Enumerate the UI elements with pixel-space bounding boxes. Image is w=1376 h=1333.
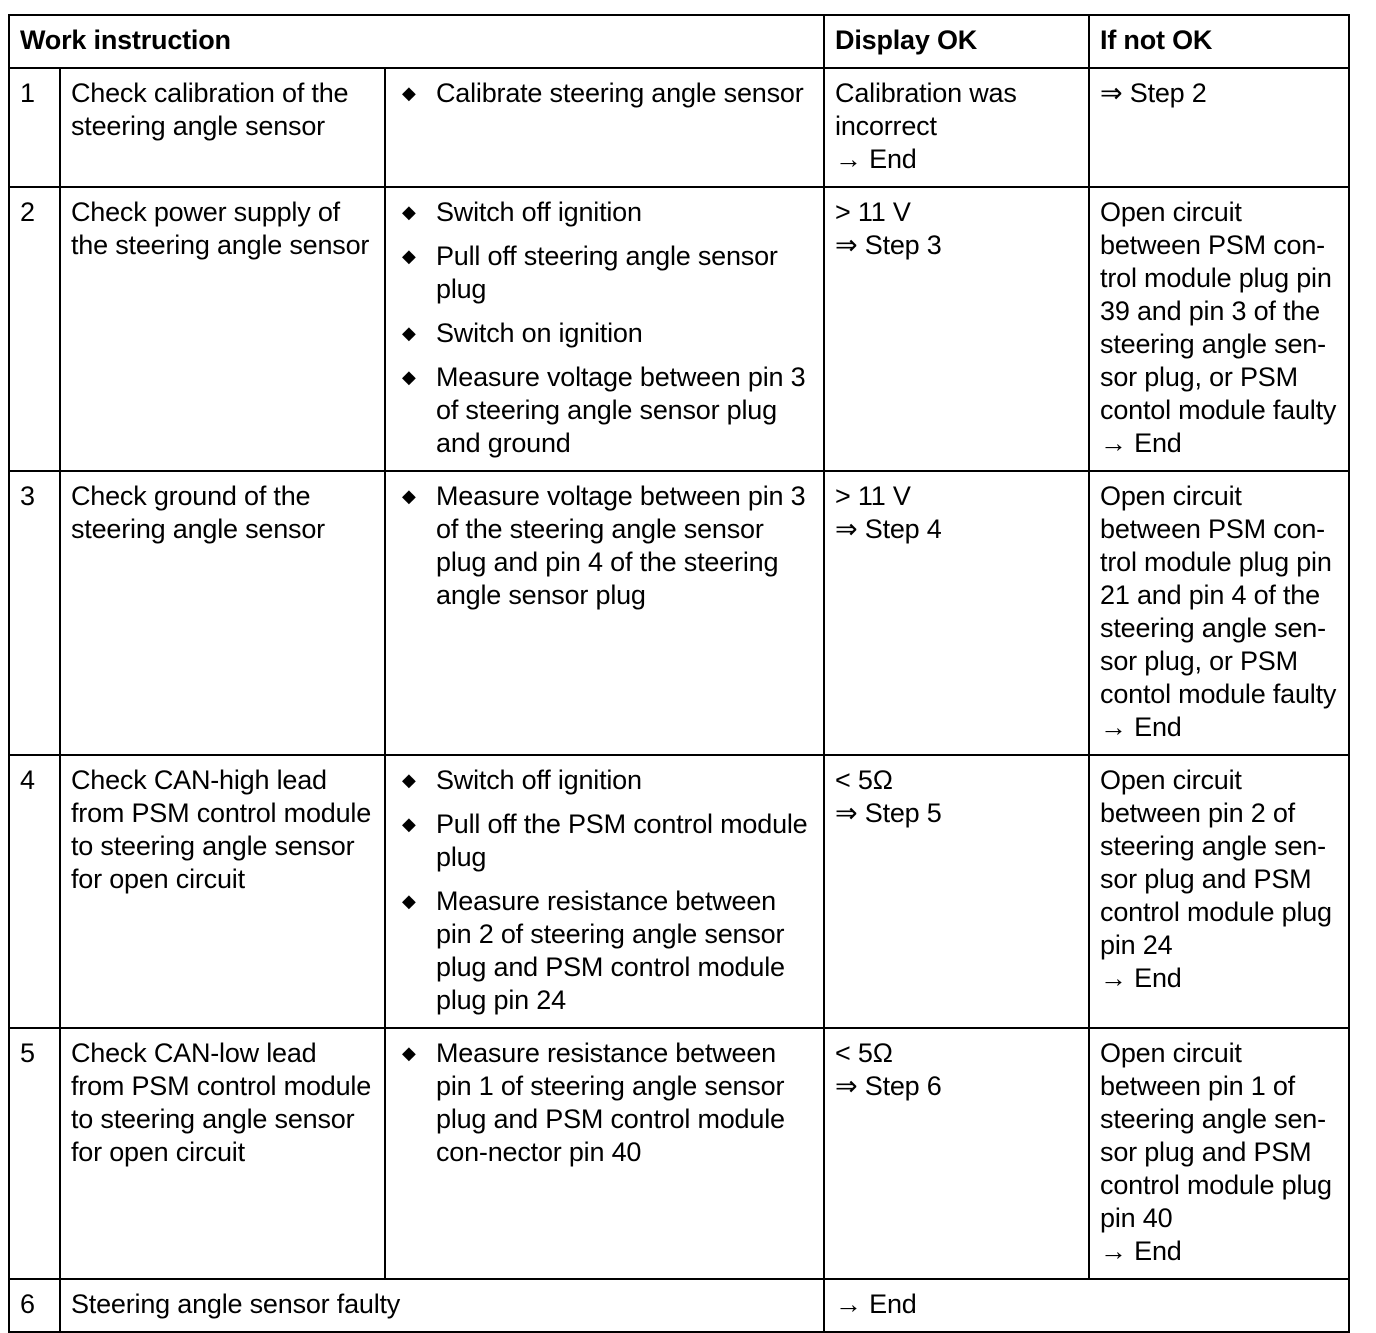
step-actions [385, 471, 824, 755]
step-display-ok [824, 1028, 1089, 1279]
if-not-ok-line: → End [1100, 1236, 1182, 1266]
if-not-ok-line: → End [1100, 712, 1182, 742]
final-step-text: Steering angle sensor faulty [60, 1279, 824, 1332]
display-ok-line: < 5Ω [835, 1038, 893, 1068]
action-item [396, 808, 813, 874]
action-item [396, 764, 813, 797]
step-number: 2 [9, 187, 60, 471]
step-number: 4 [9, 755, 60, 1028]
action-text: Pull off steering angle sensor plug [436, 241, 778, 304]
display-ok-line: ⇒ Step 6 [835, 1071, 942, 1101]
work-instruction-table [8, 14, 1350, 1333]
if-not-ok-line: → End [1100, 963, 1182, 993]
diamond-bullet-icon: ◆ [402, 323, 416, 343]
step-if-not-ok [1089, 187, 1349, 471]
action-list [396, 764, 813, 1017]
action-list [396, 77, 813, 110]
diamond-bullet-icon: ◆ [402, 246, 416, 266]
diamond-bullet-icon: ◆ [402, 83, 416, 103]
action-item [396, 480, 813, 612]
display-ok-line: → End [835, 144, 917, 174]
action-item [396, 240, 813, 306]
diamond-bullet-icon: ◆ [402, 814, 416, 834]
action-text: Switch on ignition [436, 318, 643, 348]
display-ok-line: ⇒ Step 4 [835, 514, 942, 544]
step-actions [385, 68, 824, 187]
action-item [396, 361, 813, 460]
action-text: Measure resistance between pin 1 of steering angle sensor plug and PSM control module con-nector pin 40 [436, 1038, 785, 1167]
step-if-not-ok [1089, 1028, 1349, 1279]
if-not-ok-line: ⇒ Step 2 [1100, 78, 1207, 108]
action-item [396, 196, 813, 229]
display-ok-line: < 5Ω [835, 765, 893, 795]
action-item [396, 1037, 813, 1169]
display-ok-line: > 11 V [835, 481, 911, 511]
header-if-not-ok: If not OK [1089, 15, 1349, 68]
header-display-ok: Display OK [824, 15, 1089, 68]
header-work-instruction: Work instruction [9, 15, 824, 68]
diamond-bullet-icon: ◆ [402, 891, 416, 911]
action-text: Pull off the PSM control module plug [436, 809, 808, 872]
diamond-bullet-icon: ◆ [402, 486, 416, 506]
work-instruction-document [8, 14, 1348, 1333]
action-list [396, 480, 813, 612]
if-not-ok-line: Open circuit between pin 1 of steering angle sen-sor plug and PSM control module plug pin 40 [1100, 1038, 1332, 1233]
step-if-not-ok [1089, 471, 1349, 755]
action-text: Switch off ignition [436, 765, 642, 795]
table-header-row [9, 15, 1349, 68]
table-row-step-5 [9, 1028, 1349, 1279]
step-if-not-ok [1089, 68, 1349, 187]
final-step-result: → End [824, 1279, 1349, 1332]
step-number: 5 [9, 1028, 60, 1279]
step-check-description: Check CAN-high lead from PSM control module to steering angle sensor for open circuit [60, 755, 385, 1028]
step-number: 6 [9, 1279, 60, 1332]
action-list [396, 1037, 813, 1169]
table-row-step-3 [9, 471, 1349, 755]
action-item [396, 317, 813, 350]
step-display-ok [824, 187, 1089, 471]
table-row-step-2 [9, 187, 1349, 471]
action-text: Measure voltage between pin 3 of steering angle sensor plug and ground [436, 362, 806, 458]
step-actions [385, 755, 824, 1028]
if-not-ok-line: Open circuit between PSM con-trol module plug pin 21 and pin 4 of the steering angle sen-sor plug, or PSM contol module faulty [1100, 481, 1337, 709]
table-body [9, 68, 1349, 1332]
action-text: Measure resistance between pin 2 of steering angle sensor plug and PSM control module plug pin 24 [436, 886, 785, 1015]
display-ok-line: ⇒ Step 5 [835, 798, 942, 828]
if-not-ok-line: Open circuit between PSM con-trol module plug pin 39 and pin 3 of the steering angle sen-sor plug, or PSM contol module faulty [1100, 197, 1337, 425]
if-not-ok-line: Open circuit between pin 2 of steering angle sen-sor plug and PSM control module plug pin 24 [1100, 765, 1332, 960]
diamond-bullet-icon: ◆ [402, 367, 416, 387]
step-actions [385, 1028, 824, 1279]
display-ok-line: > 11 V [835, 197, 911, 227]
step-display-ok [824, 68, 1089, 187]
step-check-description: Check CAN-low lead from PSM control module to steering angle sensor for open circuit [60, 1028, 385, 1279]
step-check-description: Check power supply of the steering angle sensor [60, 187, 385, 471]
step-number: 1 [9, 68, 60, 187]
action-text: Measure voltage between pin 3 of the steering angle sensor plug and pin 4 of the steering angle sensor plug [436, 481, 806, 610]
step-if-not-ok [1089, 755, 1349, 1028]
diamond-bullet-icon: ◆ [402, 770, 416, 790]
step-check-description: Check ground of the steering angle sensor [60, 471, 385, 755]
step-check-description: Check calibration of the steering angle sensor [60, 68, 385, 187]
display-ok-line: ⇒ Step 3 [835, 230, 942, 260]
step-display-ok [824, 471, 1089, 755]
if-not-ok-line: → End [1100, 428, 1182, 458]
action-item [396, 77, 813, 110]
step-number: 3 [9, 471, 60, 755]
table-row-step-4 [9, 755, 1349, 1028]
action-text: Switch off ignition [436, 197, 642, 227]
display-ok-line: Calibration was incorrect [835, 78, 1017, 141]
table-row-step-1 [9, 68, 1349, 187]
action-list [396, 196, 813, 460]
step-actions [385, 187, 824, 471]
diamond-bullet-icon: ◆ [402, 1043, 416, 1063]
diamond-bullet-icon: ◆ [402, 202, 416, 222]
action-item [396, 885, 813, 1017]
action-text: Calibrate steering angle sensor [436, 78, 804, 108]
table-row-step-6 [9, 1279, 1349, 1332]
step-display-ok [824, 755, 1089, 1028]
